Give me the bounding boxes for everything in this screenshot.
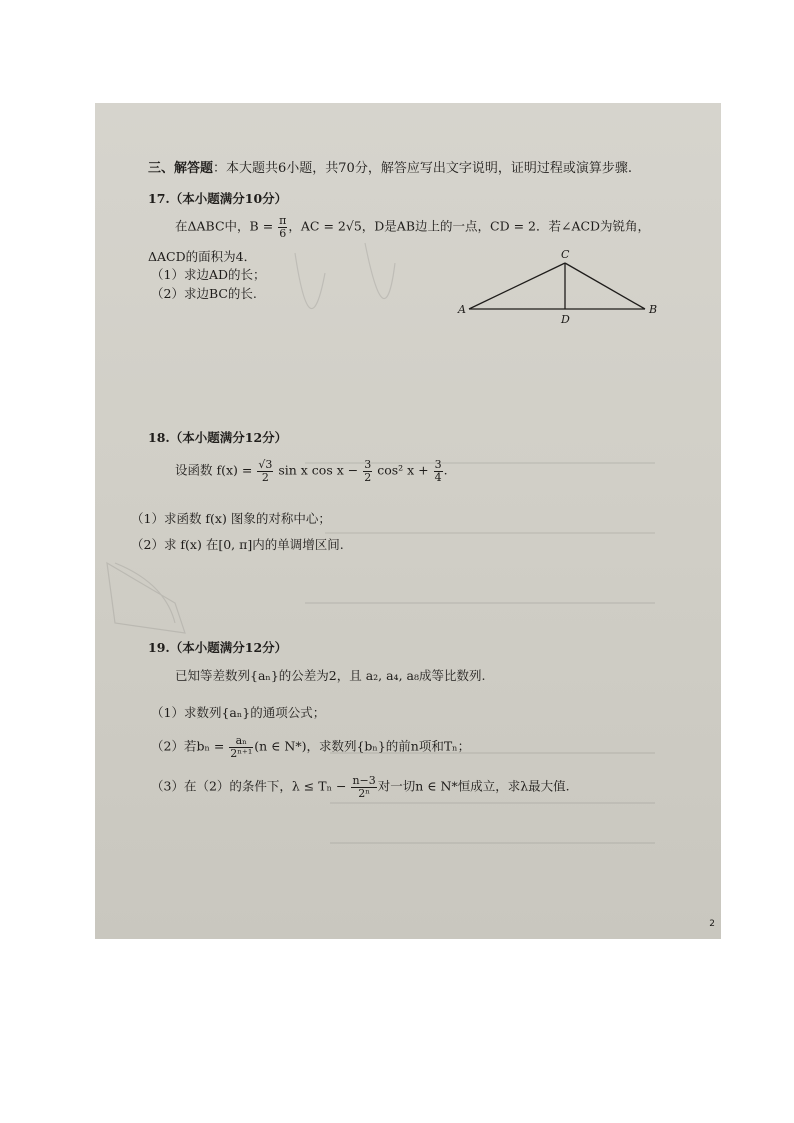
q17-triangle-figure [455, 245, 665, 325]
q17-part2: （2）求边BC的长. [151, 286, 257, 301]
section-title: 三、解答题 [148, 161, 214, 176]
q18-function [175, 459, 448, 483]
label-d: D [561, 313, 570, 325]
page-number: 2 [709, 919, 715, 929]
q18-f1-num: √3 [258, 458, 273, 471]
q19-p3-pre: （3）在（2）的条件下，λ ≤ Tₙ − [151, 778, 347, 794]
section-header [148, 161, 632, 177]
q19-p3-num: n−3 [352, 774, 376, 787]
q18-end: . [443, 462, 448, 478]
q19-p2-post: (n ∈ N*)，求数列{bₙ}的前n项和Tₙ； [254, 738, 471, 754]
q18-f2-den: 2 [364, 470, 372, 484]
q18-pre: 设函数 f(x) = [175, 462, 253, 478]
photographed-exam-page [95, 103, 721, 939]
label-a: A [458, 303, 466, 316]
side-ac [469, 263, 565, 309]
q19-p2-pre: （2）若bₙ = [151, 738, 225, 754]
q17-heading: 17.（本小题满分10分） [148, 191, 288, 206]
q18-part2: （2）求 f(x) 在[0, π]内的单调增区间. [131, 537, 344, 552]
q17-area: ΔACD的面积为4． [148, 249, 257, 264]
label-b: B [649, 303, 658, 316]
q19-part2 [151, 735, 470, 759]
q17-cond-b: ，AC = 2√5，D是AB边上的一点，CD = 2．若∠ACD为锐角， [288, 218, 651, 234]
q19-p2-num: aₙ [229, 735, 253, 748]
q18-part1: （1）求函数 f(x) 图象的对称中心； [131, 511, 331, 526]
q18-f3-den: 4 [434, 470, 442, 484]
q18-mid2: cos² x + [377, 462, 429, 478]
q18-mid1: sin x cos x − [278, 462, 359, 478]
q19-given: 已知等差数列{aₙ}的公差为2，且 a₂, a₄, a₈成等比数列. [175, 668, 486, 683]
q19-p3-den: 2ⁿ [358, 786, 370, 800]
section-intro: ：本大题共6小题，共70分，解答应写出文字说明，证明过程或演算步骤. [213, 161, 632, 176]
q19-p2-fraction [229, 735, 253, 759]
q19-part1: （1）求数列{aₙ}的通项公式； [151, 705, 326, 720]
side-cb [565, 263, 645, 309]
q17-b-den: 6 [279, 226, 287, 240]
q18-frac3 [434, 459, 443, 483]
q18-f1-den: 2 [261, 470, 269, 484]
q18-frac1 [257, 459, 273, 483]
q19-p3-fraction [351, 775, 376, 799]
q18-f3-num: 3 [434, 458, 442, 471]
q18-f2-num: 3 [364, 458, 372, 471]
q19-part3 [151, 775, 570, 799]
q17-cond-a: 在ΔABC中，B = [175, 218, 274, 234]
q19-p2-den: 2ⁿ⁺¹ [230, 746, 253, 760]
q17-b-num: π [279, 214, 287, 227]
q18-heading: 18.（本小题满分12分） [148, 430, 288, 445]
q17-part1: （1）求边AD的长； [151, 267, 266, 282]
q17-b-fraction [278, 215, 287, 239]
q18-frac2 [363, 459, 372, 483]
q19-p3-post: 对一切n ∈ N*恒成立，求λ最大值. [377, 778, 570, 794]
q17-condition [175, 215, 650, 239]
q19-heading: 19.（本小题满分12分） [148, 640, 288, 655]
label-c: C [561, 248, 570, 261]
